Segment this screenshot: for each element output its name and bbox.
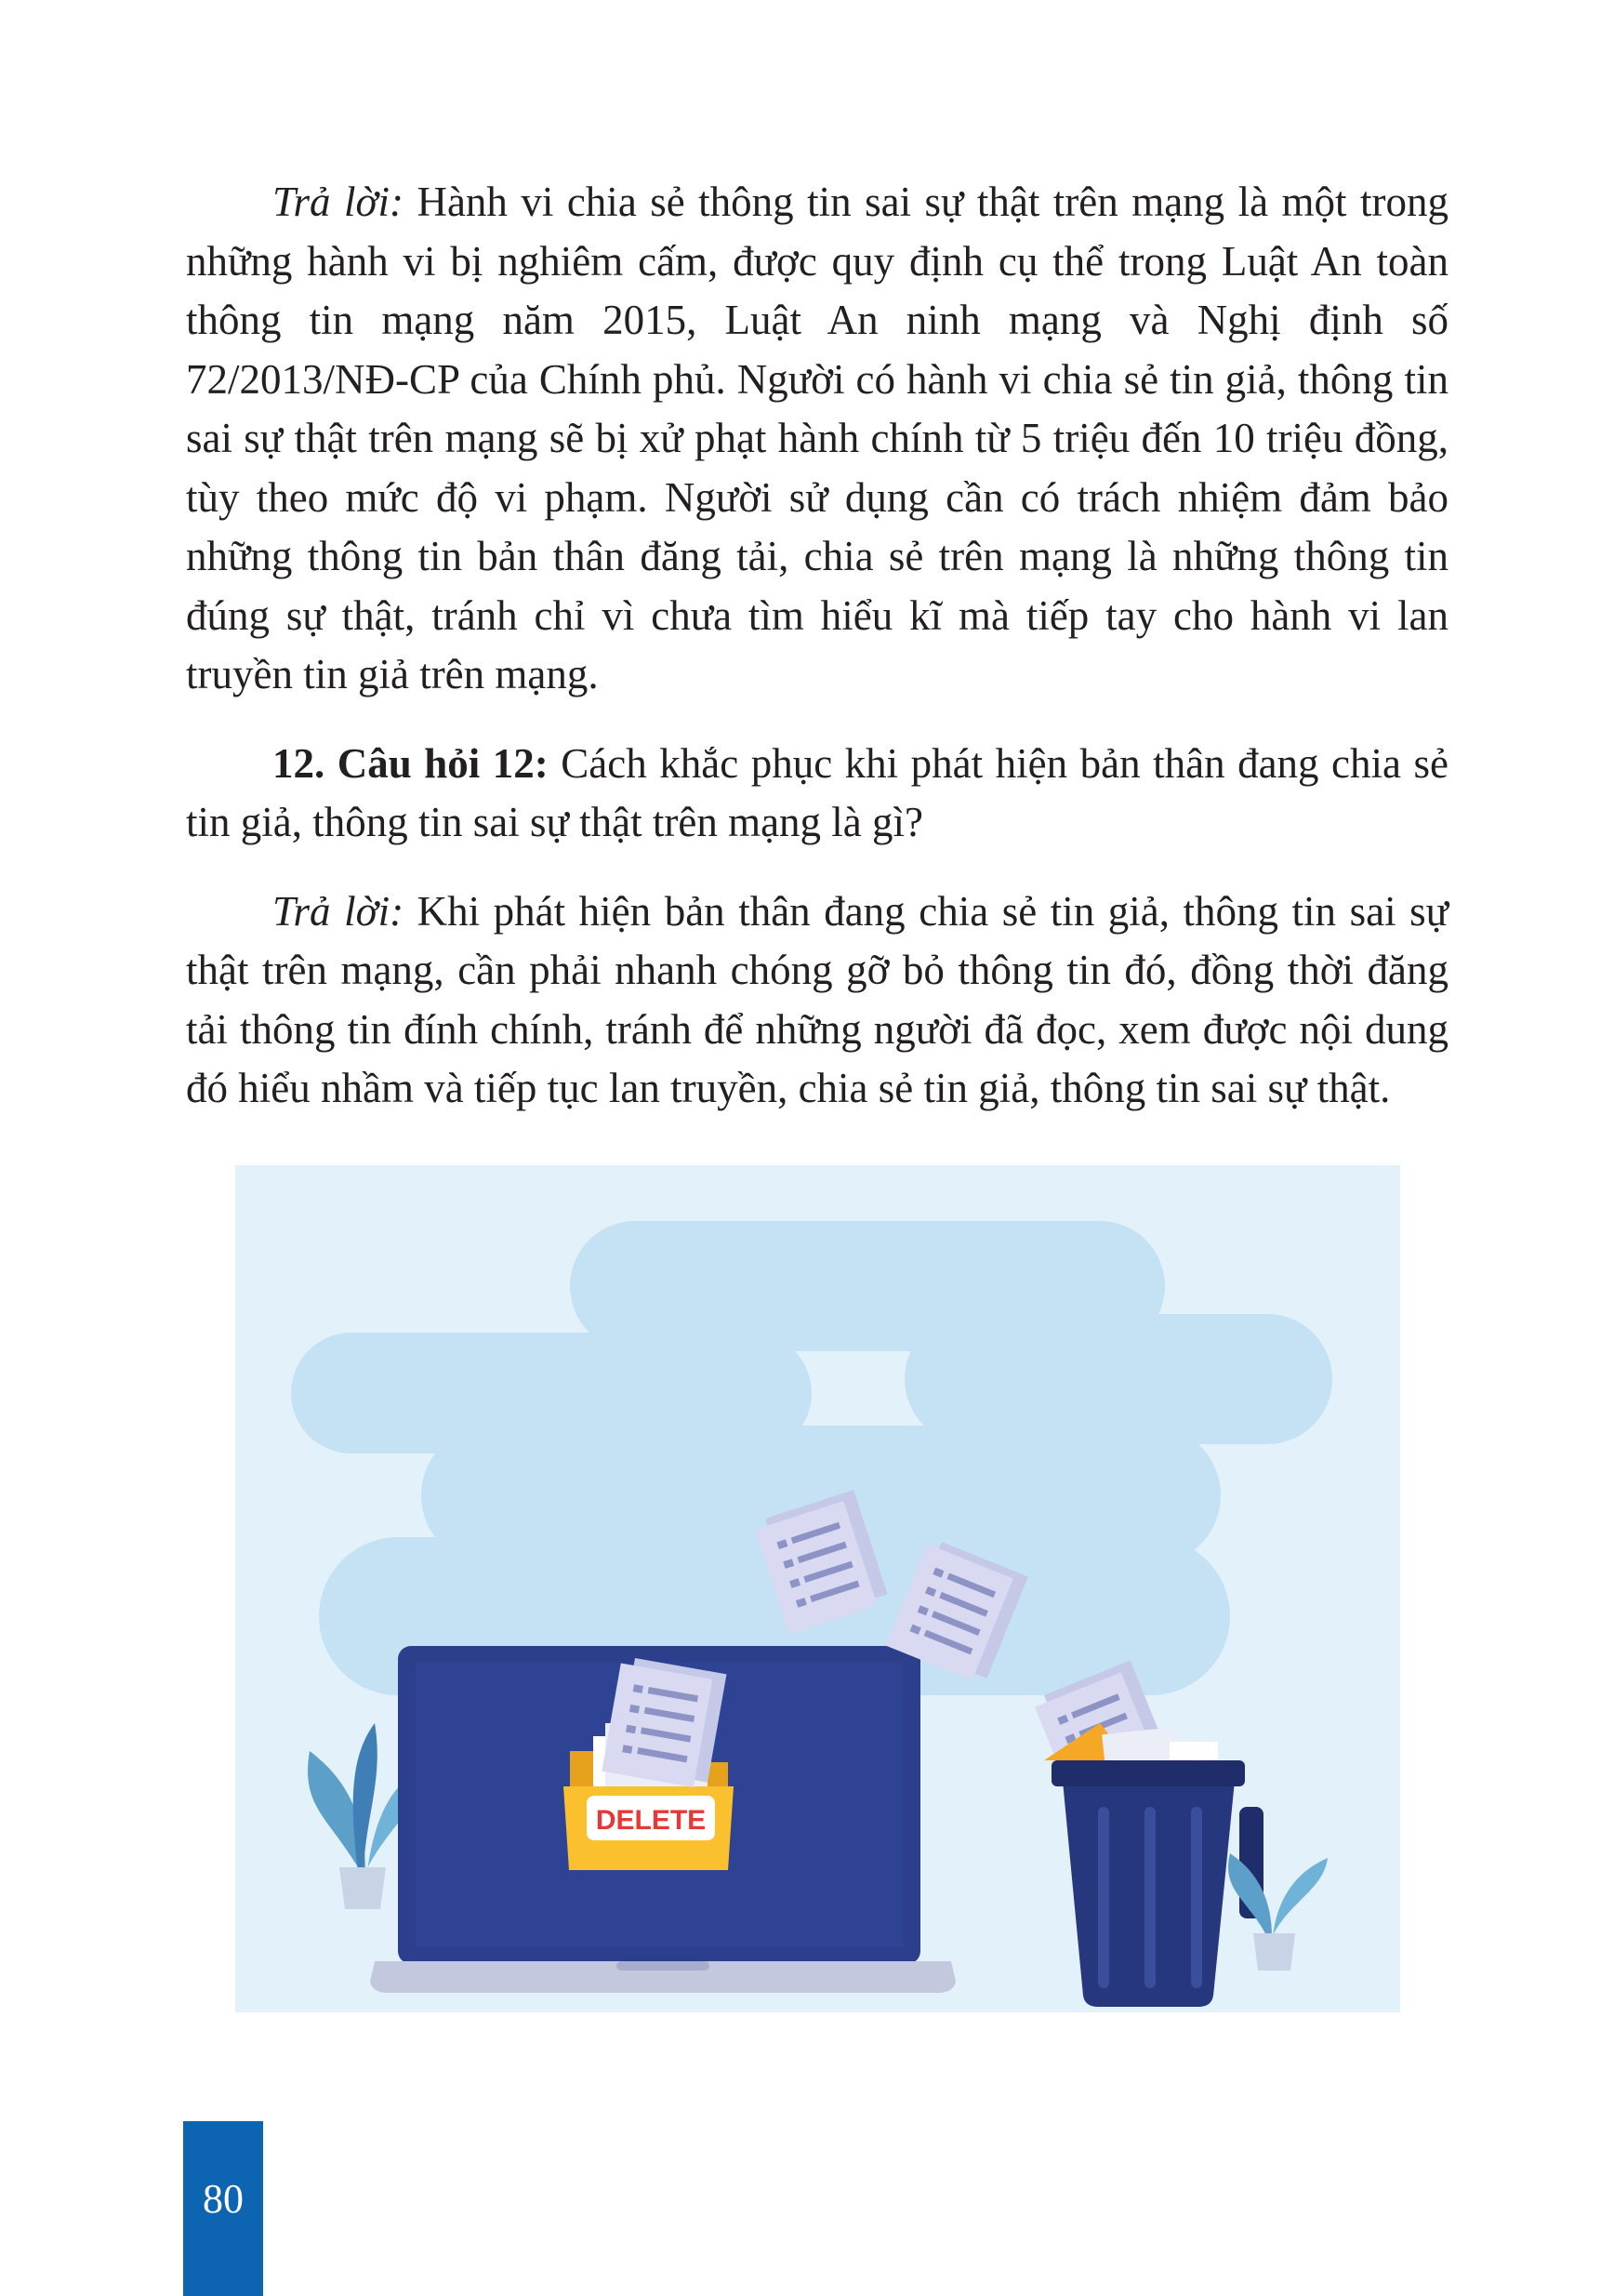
answer-text: Khi phát hiện bản thân đang chia sẻ tin giả, thông tin sai sự thật trên mạng, cần phải nhanh chóng gỡ bỏ thông tin đó, đồng thời đăng tải thông tin đính chính, tránh để những người đã đọc, xem được nội dung đó hiểu nhầm và tiếp tục lan truyền, chia sẻ tin giả, thông tin sai sự thật. bbox=[186, 887, 1449, 1111]
delete-label: DELETE bbox=[595, 1805, 707, 1836]
flying-document-icon bbox=[602, 1656, 726, 1790]
question-text: Cách khắc phục khi phát hiện bản thân đang chia sẻ tin giả, thông tin sai sự thật trên mạng là gì? bbox=[186, 739, 1449, 845]
body-text bbox=[186, 173, 1449, 1119]
answer-text: Hành vi chia sẻ thông tin sai sự thật trên mạng là một trong những hành vi bị nghiêm cấm, được quy định cụ thể trong Luật An toàn thông tin mạng năm 2015, Luật An ninh mạng và Nghị định số 72/2013/NĐ-CP của Chính phủ. Người có hành vi chia sẻ tin giả, thông tin sai sự thật trên mạng sẽ bị xử phạt hành chính từ 5 triệu đến 10 triệu đồng, tùy theo mức độ vi phạm. Người sử dụng cần có trách nhiệm đảm bảo những thông tin bản thân đăng tải, chia sẻ trên mạng là những thông tin đúng sự thật, tránh chỉ vì chưa tìm hiểu kĩ mà tiếp tay cho hành vi lan truyền tin giả trên mạng. bbox=[186, 179, 1449, 697]
page-number-tab bbox=[183, 2121, 263, 2296]
answer-paragraph-12 bbox=[186, 883, 1449, 1119]
delete-files-illustration bbox=[235, 1165, 1400, 2012]
question-label: 12. Câu hỏi 12: bbox=[272, 739, 549, 787]
answer-paragraph-11 bbox=[186, 173, 1449, 705]
answer-label: Trả lời: bbox=[272, 887, 404, 935]
question-paragraph-12 bbox=[186, 735, 1449, 853]
answer-label: Trả lời: bbox=[272, 179, 404, 225]
page-number: 80 bbox=[203, 2176, 244, 2222]
